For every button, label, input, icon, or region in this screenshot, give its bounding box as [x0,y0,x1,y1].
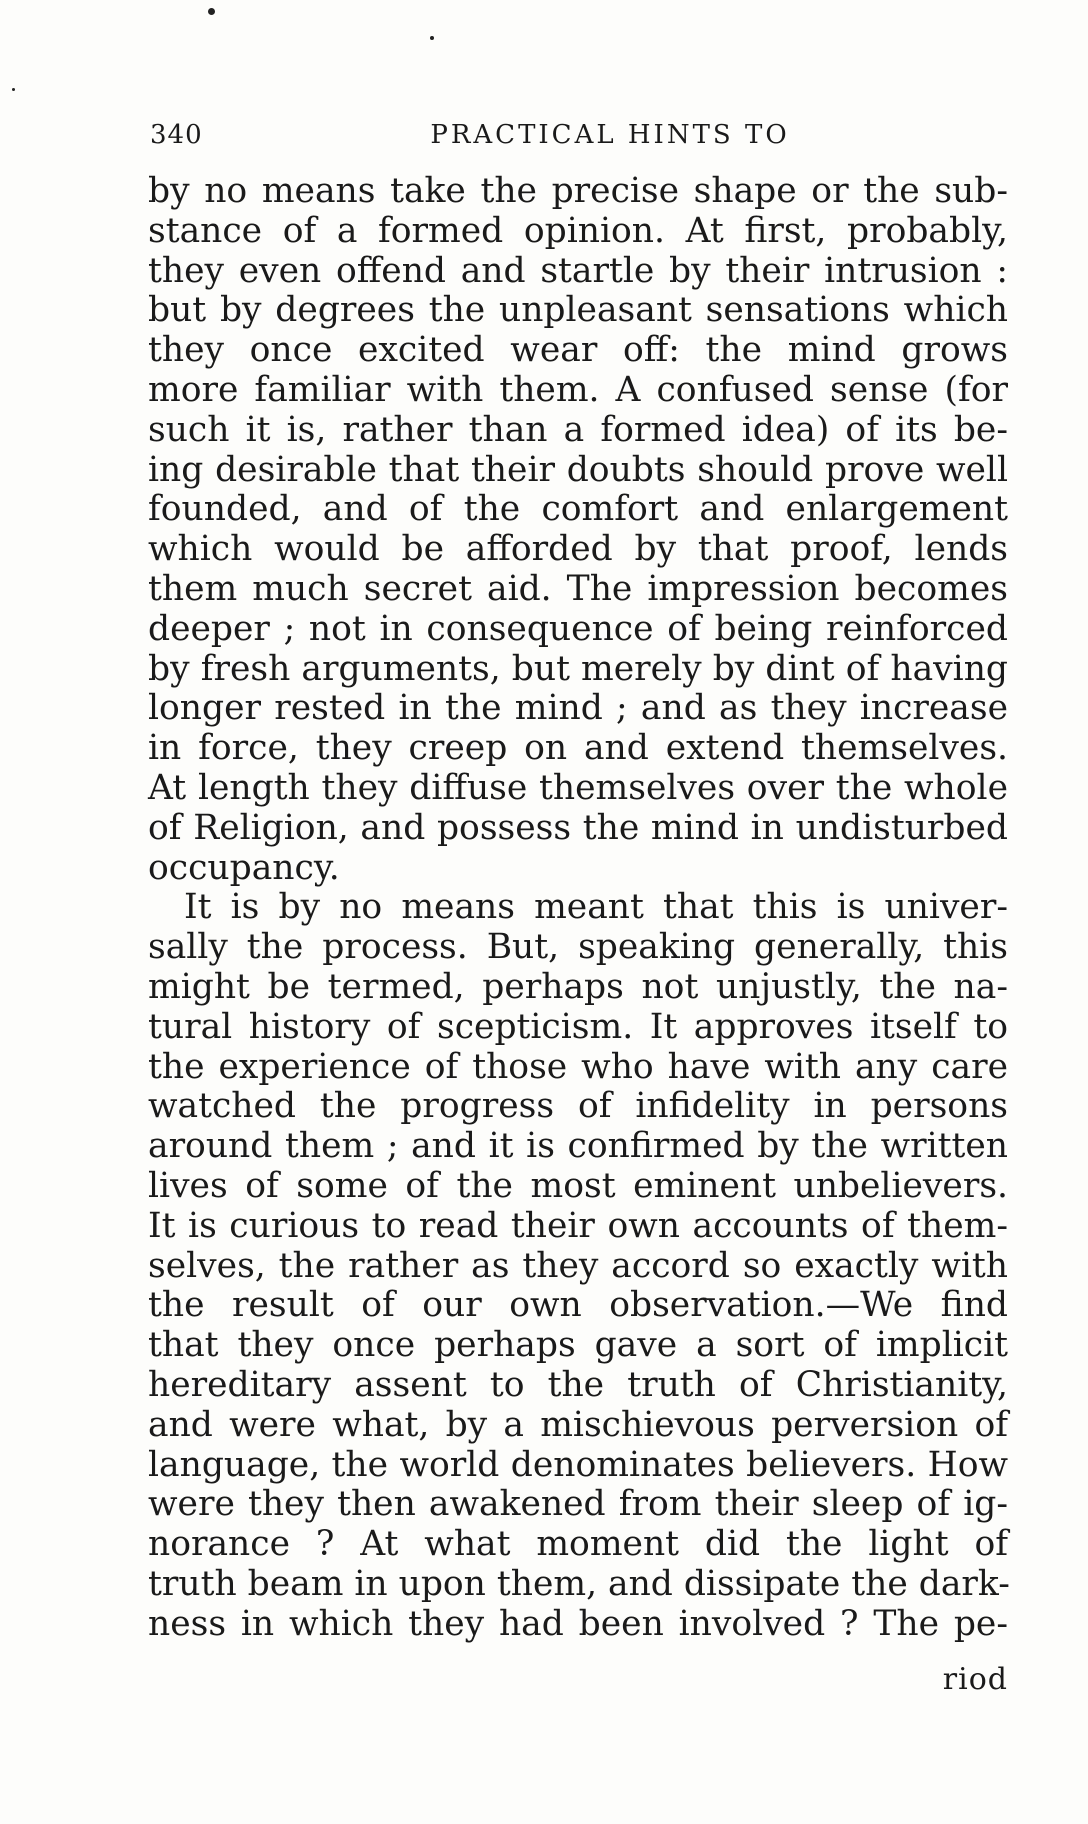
running-head [150,120,1010,160]
text-line: which would be afforded by that proof, lends [148,529,1008,570]
text-line: by no means take the precise shape or the sub- [148,171,1008,211]
text-line: them much secret aid. The impression becomes [148,568,1008,609]
paragraph-1 [148,172,1008,888]
text-line: selves, the rather as they accord so exactly with [148,1245,1008,1286]
paragraph-2 [148,888,1008,1644]
text-line: by fresh arguments, but merely by dint of having [148,648,1008,689]
ink-speck [208,8,215,15]
body-text [148,172,1008,1644]
text-line: more familiar with them. A confused sense (for [148,369,1008,410]
text-line: occupancy. [148,847,340,888]
text-line: in force, they creep on and extend themselves. [148,728,1008,769]
text-line: truth beam in upon them, and dissipate the dark- [148,1563,1010,1604]
text-line: they even offend and startle by their intrusion : [148,250,1008,291]
text-line: the result of our own observation.—We find [148,1285,1008,1326]
ink-speck [430,36,434,40]
text-line: lives of some of the most eminent unbelievers. [148,1165,1008,1206]
page-number: 340 [150,120,203,150]
text-line: At length they diffuse themselves over the whole [148,767,1008,808]
text-line: sally the process. But, speaking generally, this [148,927,1008,968]
text-line: were they then awakened from their sleep of ig- [148,1484,1008,1525]
text-line: language, the world denominates believers. How [148,1444,1008,1485]
text-line: they once excited wear off: the mind grows [148,330,1008,371]
text-line: around them ; and it is confirmed by the written [148,1126,1008,1167]
text-line: deeper ; not in consequence of being reinforced [148,608,1008,649]
text-line: of Religion, and possess the mind in undisturbed [148,807,1008,848]
text-line: such it is, rather than a formed idea) of its be- [148,409,1008,450]
text-line: longer rested in the mind ; and as they increase [148,688,1008,729]
text-line: and were what, by a mischievous perversion of [148,1404,1008,1445]
text-line: ing desirable that their doubts should prove well [148,449,1008,490]
text-line: tural history of scepticism. It approves itself to [148,1006,1008,1047]
text-line: that they once perhaps gave a sort of implicit [148,1325,1008,1366]
running-title: PRACTICAL HINTS TO [430,120,790,150]
text-line: but by degrees the unpleasant sensations which [148,290,1008,331]
text-line: hereditary assent to the truth of Christianity, [148,1364,1008,1405]
text-line: It is curious to read their own accounts of them- [148,1205,1008,1246]
text-line: watched the progress of infidelity in persons [148,1086,1008,1127]
text-line: founded, and of the comfort and enlargement [148,489,1008,530]
text-line: norance ? At what moment did the light of [148,1524,1008,1565]
catchword: riod [942,1662,1008,1697]
ink-speck [12,88,15,91]
text-line: ness in which they had been involved ? The pe- [148,1603,1008,1644]
text-line: the experience of those who have with any care [148,1046,1008,1087]
text-line: stance of a formed opinion. At first, probably, [148,210,1008,251]
text-line: It is by no means meant that this is univer- [184,887,1008,928]
text-line: might be termed, perhaps not unjustly, the na- [148,966,1008,1007]
